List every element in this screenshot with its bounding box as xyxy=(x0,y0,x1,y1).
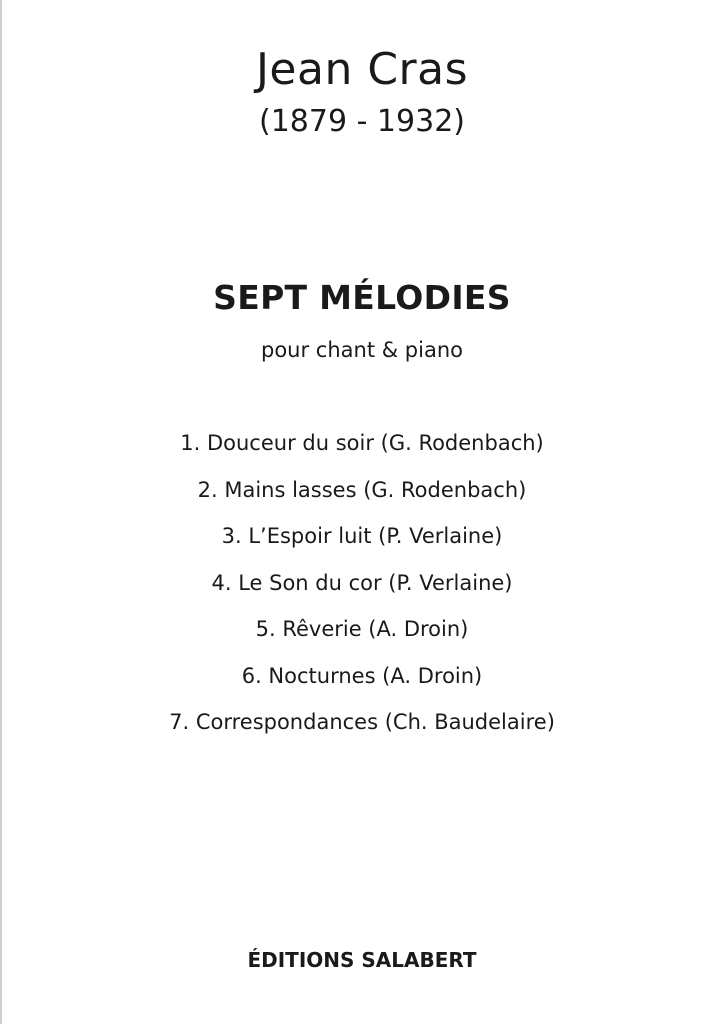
song-item: 3. L’Espoir luit (P. Verlaine) xyxy=(221,524,503,548)
song-item: 4. Le Son du cor (P. Verlaine) xyxy=(211,570,513,595)
work-subtitle: pour chant & piano xyxy=(261,338,463,362)
song-item: 7. Correspondances (Ch. Baudelaire) xyxy=(169,710,555,734)
work-title: SEPT MÉLODIES xyxy=(213,278,511,317)
composer-name: Jean Cras xyxy=(255,44,469,95)
song-item: 1. Douceur du soir (G. Rodenbach) xyxy=(180,431,544,455)
song-item: 6. Nocturnes (A. Droin) xyxy=(241,663,483,688)
song-list xyxy=(0,426,724,752)
publisher: ÉDITIONS SALABERT xyxy=(247,948,477,972)
composer-dates: (1879 - 1932) xyxy=(258,104,465,139)
song-item: 5. Rêverie (A. Droin) xyxy=(255,617,469,641)
song-item: 2. Mains lasses (G. Rodenbach) xyxy=(197,477,527,502)
